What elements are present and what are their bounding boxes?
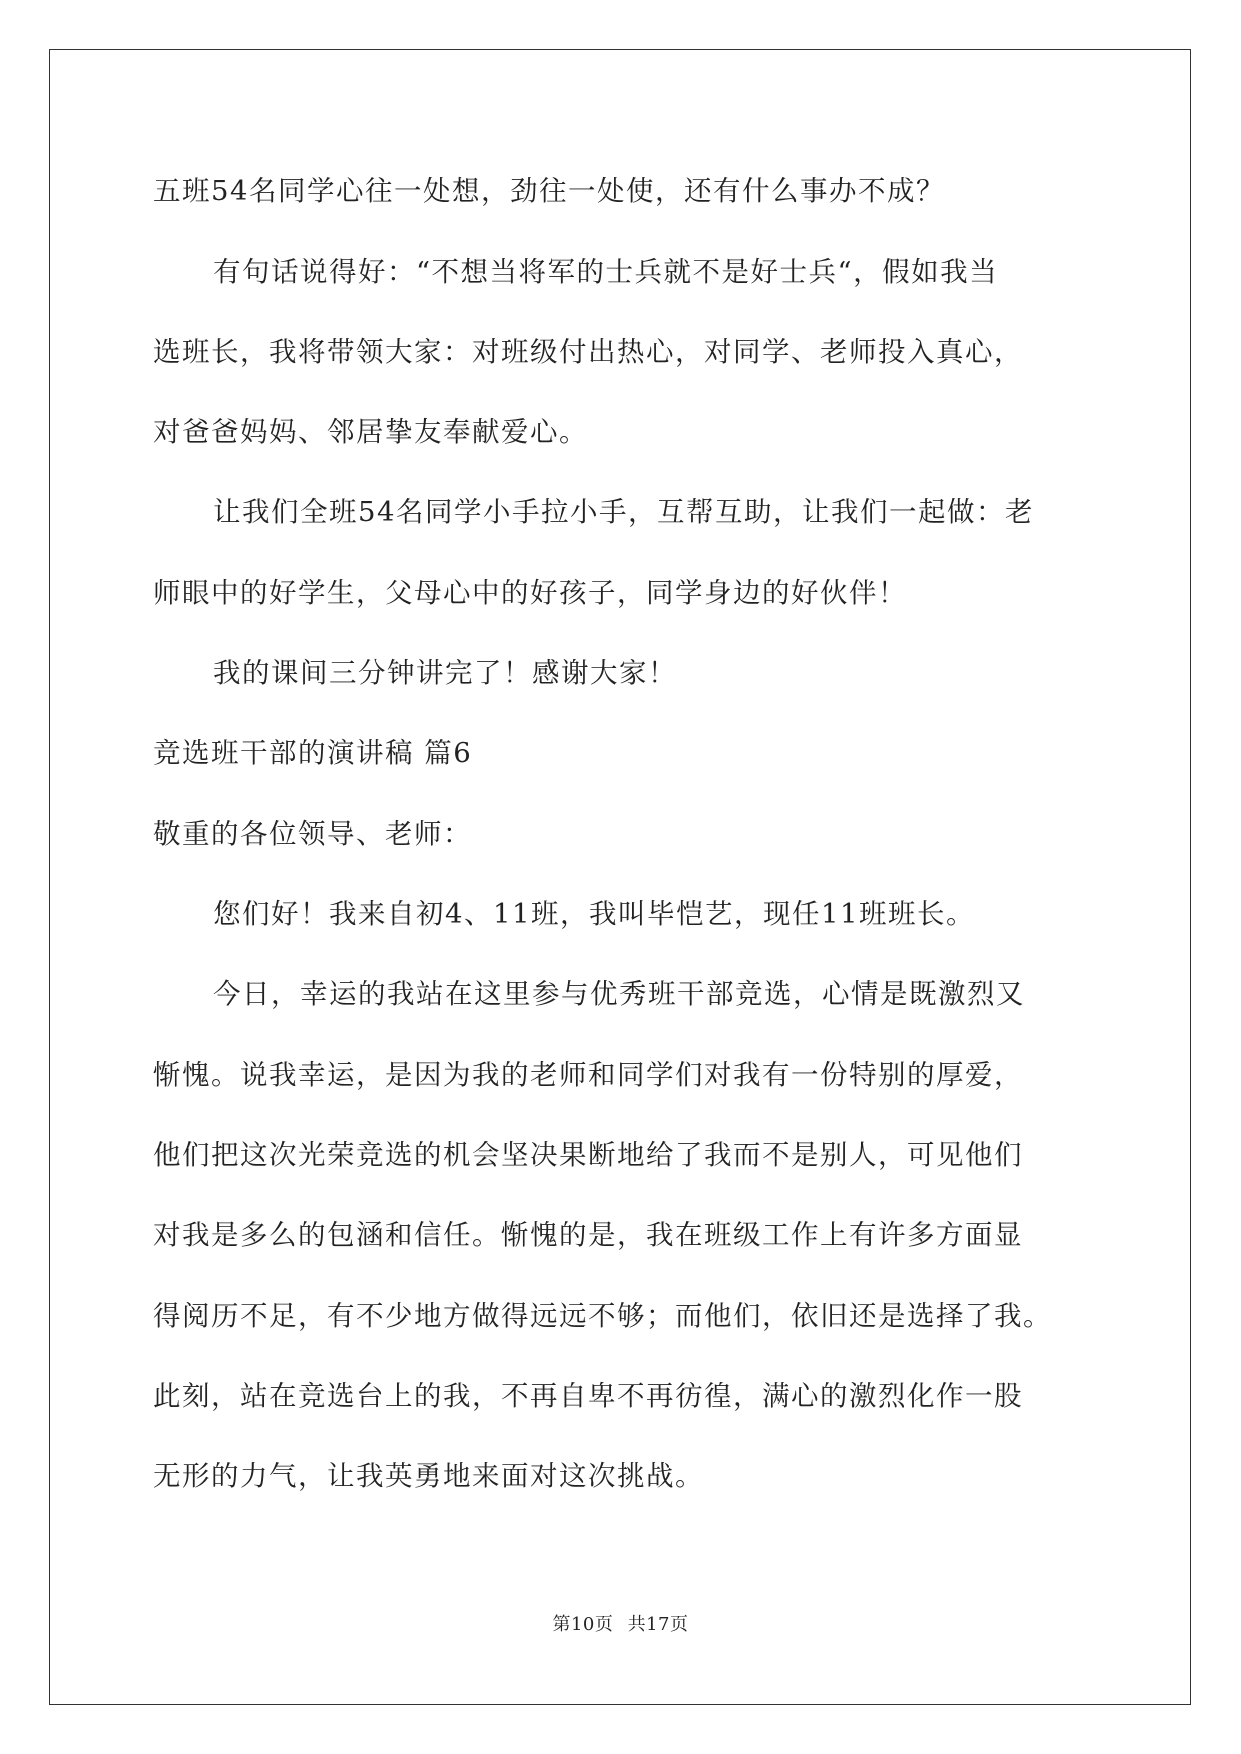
text-line-7: 我的课间三分钟讲完了！感谢大家！ <box>213 657 677 689</box>
text-line-15: 得阅历不足，有不少地方做得远远不够；而他们，依旧还是选择了我。 <box>153 1300 1052 1332</box>
text-line-13: 他们把这次光荣竞选的机会坚决果断地给了我而不是别人，可见他们 <box>153 1139 1023 1171</box>
text-line-10: 您们好！我来自初4、11班，我叫毕恺艺，现任11班班长。 <box>213 898 975 930</box>
text-line-3: 选班长，我将带领大家：对班级付出热心，对同学、老师投入真心， <box>153 336 1023 368</box>
page-total: 共17页 <box>627 1614 689 1635</box>
text-line-12: 惭愧。说我幸运，是因为我的老师和同学们对我有一份特别的厚爱， <box>153 1059 1023 1091</box>
page-footer <box>0 1610 1241 1636</box>
text-line-16: 此刻，站在竞选台上的我，不再自卑不再彷徨，满心的激烈化作一股 <box>153 1380 1023 1412</box>
text-line-6: 师眼中的好学生，父母心中的好孩子，同学身边的好伙伴！ <box>153 577 907 609</box>
salutation: 敬重的各位领导、老师： <box>153 818 472 850</box>
text-line-2: 有句话说得好：“不想当将军的士兵就不是好士兵“，假如我当 <box>213 256 999 288</box>
text-line-11: 今日，幸运的我站在这里参与优秀班干部竞选，心情是既激烈又 <box>213 978 1025 1010</box>
text-line-14: 对我是多么的包涵和信任。惭愧的是，我在班级工作上有许多方面显 <box>153 1219 1023 1251</box>
section-heading: 竞选班干部的演讲稿 篇6 <box>153 737 473 769</box>
text-line-5: 让我们全班54名同学小手拉小手，互帮互助，让我们一起做：老 <box>213 496 1034 528</box>
text-line-1: 五班54名同学心往一处想，劲往一处使，还有什么事办不成？ <box>153 175 945 207</box>
text-line-4: 对爸爸妈妈、邻居挚友奉献爱心。 <box>153 416 588 448</box>
page-number: 第10页 <box>552 1614 614 1635</box>
text-line-17: 无形的力气，让我英勇地来面对这次挑战。 <box>153 1460 704 1492</box>
